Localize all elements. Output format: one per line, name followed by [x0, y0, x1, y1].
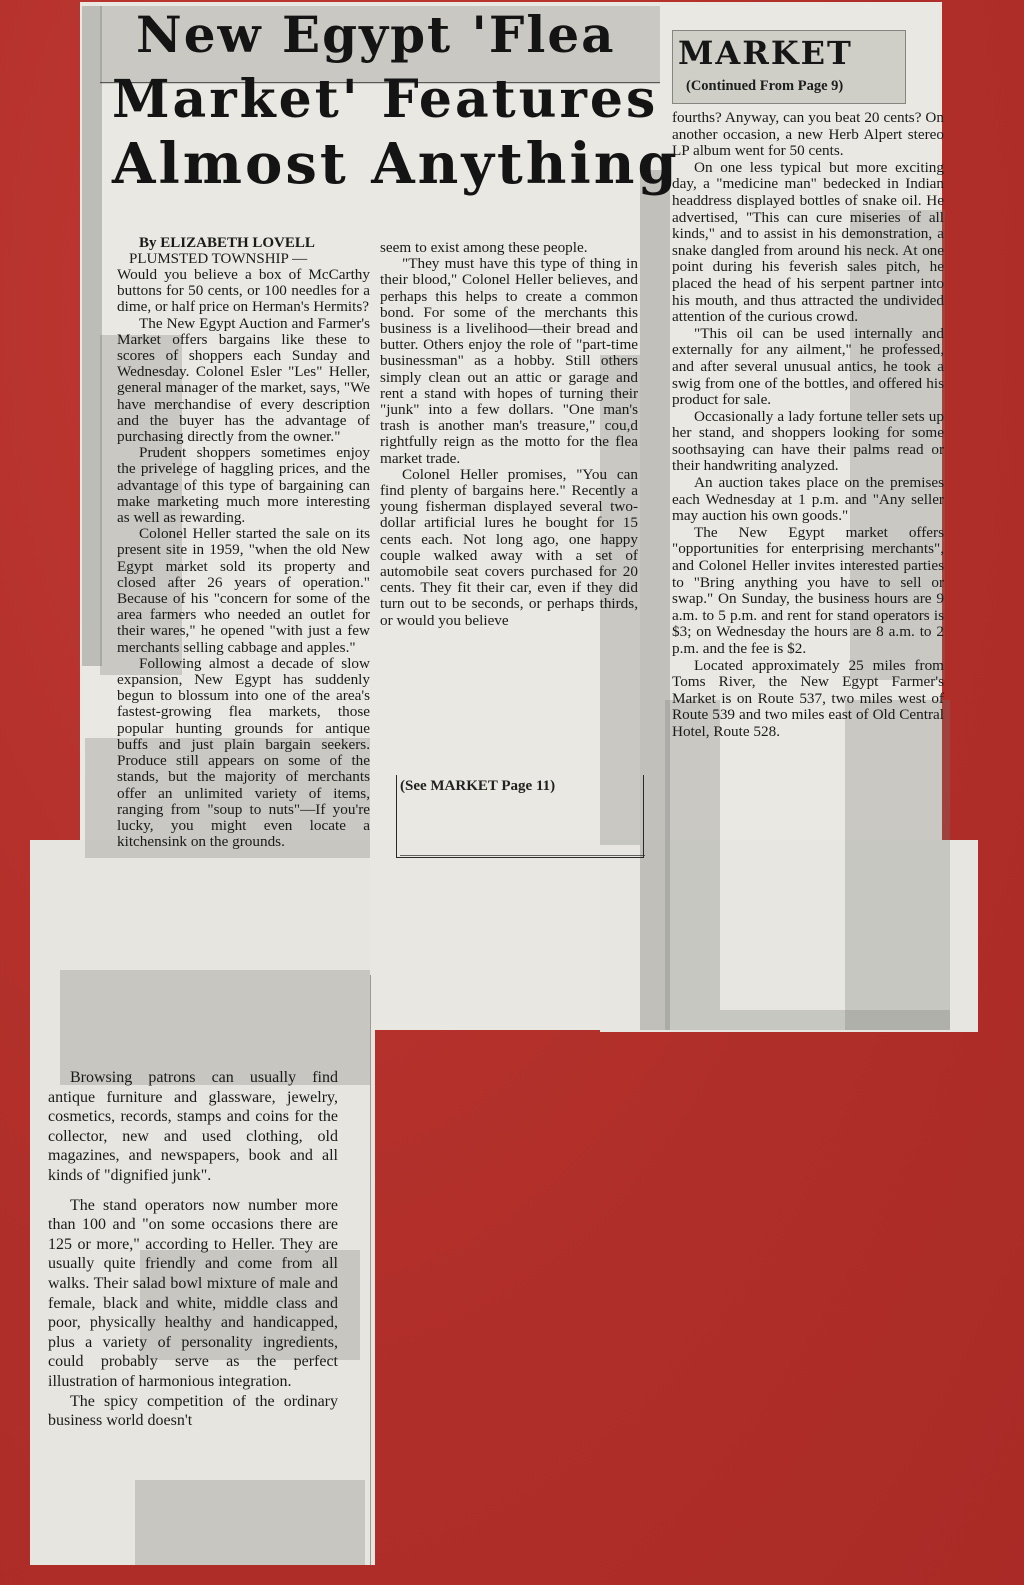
paragraph-lead: seem to exist among these people. — [380, 239, 588, 256]
column-1 — [117, 235, 370, 850]
paragraph: The stand operators now number more than 100 and "on some occasions there are 125 or more," according to Heller. They are usually quite friendly and come from all walks. Their salad bowl mixture of male and female, black and white, middle class and poor, physically healthy and handicapped, plus a variety of personality ingredients, could probably serve as the perfect illustration of harmonious integration. — [48, 1196, 338, 1390]
paragraph: "They must have this type of thing in their blood," Colonel Heller believes, and perhaps this helps to create a common bond. For some of the merchants this business is a livelihood—their bread and butter. Others enjoy the role of "part-time businessman" as a hobby. Still others simply clean out an attic or garage and rent a stand with hopes of turning their "junk" into a few dollars. "One man's trash is another man's treasure," cou,d rightfully reign as the motto for the flea market trade. — [380, 255, 638, 467]
headline — [112, 0, 680, 198]
clipping-paper-blank-area — [370, 840, 610, 1030]
paragraph: The New Egypt market offers "opportunities for enterprising merchants", and Colonel Heller invites interested parties to "Bring anything you have to sell or swap." On Sunday, the business hours are 9 a.m. to 5 p.m. and rent for stand operators is $3; on Wednesday the hours are 8 a.m. to 2 p.m. and the fee is $2. — [672, 523, 944, 657]
headline-line-2: Market' Features — [112, 69, 659, 130]
byline: By ELIZABETH LOVELL — [139, 235, 315, 251]
dateline: PLUMSTED TOWNSHIP — — [129, 251, 308, 267]
left-edge-shade — [82, 6, 102, 666]
continuation-subtitle: (Continued From Page 9) — [686, 78, 844, 94]
col3-left-shade — [665, 700, 720, 1030]
paragraph: Colonel Heller started the sale on its present site in 1959, "when the old New Egypt market sold its property and closed after 26 years of operation." Because of his "concern for some of the area farmers who needed an outlet for their wares," he opened "with just a few merchants selling cabbage and apples." — [117, 525, 370, 656]
paragraph: Occasionally a lady fortune teller sets up her stand, and shoppers looking for some soothsaying can have their palms read or their handwriting analyzed. — [672, 407, 944, 475]
jump-line: (See MARKET Page 11) — [400, 778, 556, 794]
paragraph: An auction takes place on the premises each Wednesday at 1 p.m. and "Any seller may auction his own goods." — [672, 474, 944, 525]
paragraph: Browsing patrons can usually find antique furniture and glassware, jewelry, cosmetics, records, stamps and coins for the collector, new and used clothing, old magazines, and newspapers, book and all kinds of "dignified junk". — [48, 1069, 338, 1184]
headline-line-3: Almost Anything — [112, 131, 680, 197]
paragraph: Would you believe a box of McCarthy buttons for 50 cents, or 100 needles for a dime, or half price on Herman's Hermits? — [117, 266, 370, 316]
paragraph: The New Egypt Auction and Farmer's Market offers bargains like these to scores of shoppers each Sunday and Wednesday. Colonel Esler "Les" Heller, general manager of the market, says, "We have merchandise of every description and the buyer has the advantage of purchasing directly from the owner." — [117, 314, 370, 446]
strip-bottom-shade — [135, 1480, 365, 1565]
column-2 — [380, 240, 638, 629]
column-3 — [672, 110, 944, 741]
paragraph: The spicy competition of the ordinary business world doesn't — [48, 1392, 338, 1430]
column-1-continued — [48, 1068, 338, 1431]
paragraph: Colonel Heller promises, "You can find plenty of bargains here." Recently a young fisherman displayed several two-dollar artificial lures he bought for 15 cents each. Not long ago, one happy couple walked away with a set of automobile seat covers purchased for 20 cents. They fit their car, even if they did turn out to be seconds, or perhaps thirds, or would you believe — [380, 465, 638, 629]
col3-bottom-shade — [720, 1010, 950, 1030]
continuation-title: MARKET — [678, 34, 853, 72]
strip-right-edge — [370, 975, 371, 1565]
paragraph: Located approximately 25 miles from Toms River, the New Egypt Farmer's Market is on Route 537, two miles west of Route 539 and two miles east of Old Central Hotel, Route 528. — [672, 656, 944, 740]
headline-line-1: New Egypt 'Flea — [136, 5, 616, 64]
paragraph-lead: fourths? Anyway, can you beat 20 cents? On another occasion, a new Herb Alpert stereo LP album went for 50 cents. — [672, 109, 944, 160]
paragraph: Prudent shoppers sometimes enjoy the privelege of haggling prices, and the advantage of this type of bargaining can make marketing much more interesting as well as rewarding. — [117, 444, 370, 527]
col3-lower-right-shade — [845, 700, 950, 1030]
paragraph: Following almost a decade of slow expansion, New Egypt has suddenly begun to blossum into one of the area's fastest-growing flea markets, those popular hunting grounds for antique buffs and just plain bargain seekers. Produce still appears on some of the stands, but the majority of merchants offer an unlimited variety of items, ranging from "soup to nuts"—If you're lucky, you might even locate a kitchensink on the grounds. — [117, 654, 370, 851]
paragraph: On one less typical but more exciting day, a "medicine man" bedecked in Indian headdress displayed bottles of snake oil. He advertised, "This can cure miseries of all kinds," and to assist in his demonstration, a snake dangled from around his neck. At one point during his feverish sales pitch, he placed the head of his serpent partner into his mouth, and thus attracted the undivided attention of the curious crowd. — [672, 158, 944, 326]
paragraph: "This oil can be used internally and externally for any ailment," he professed, and after several unusual antics, he took a swig from one of the bottles, and offered his product for sale. — [672, 324, 944, 409]
